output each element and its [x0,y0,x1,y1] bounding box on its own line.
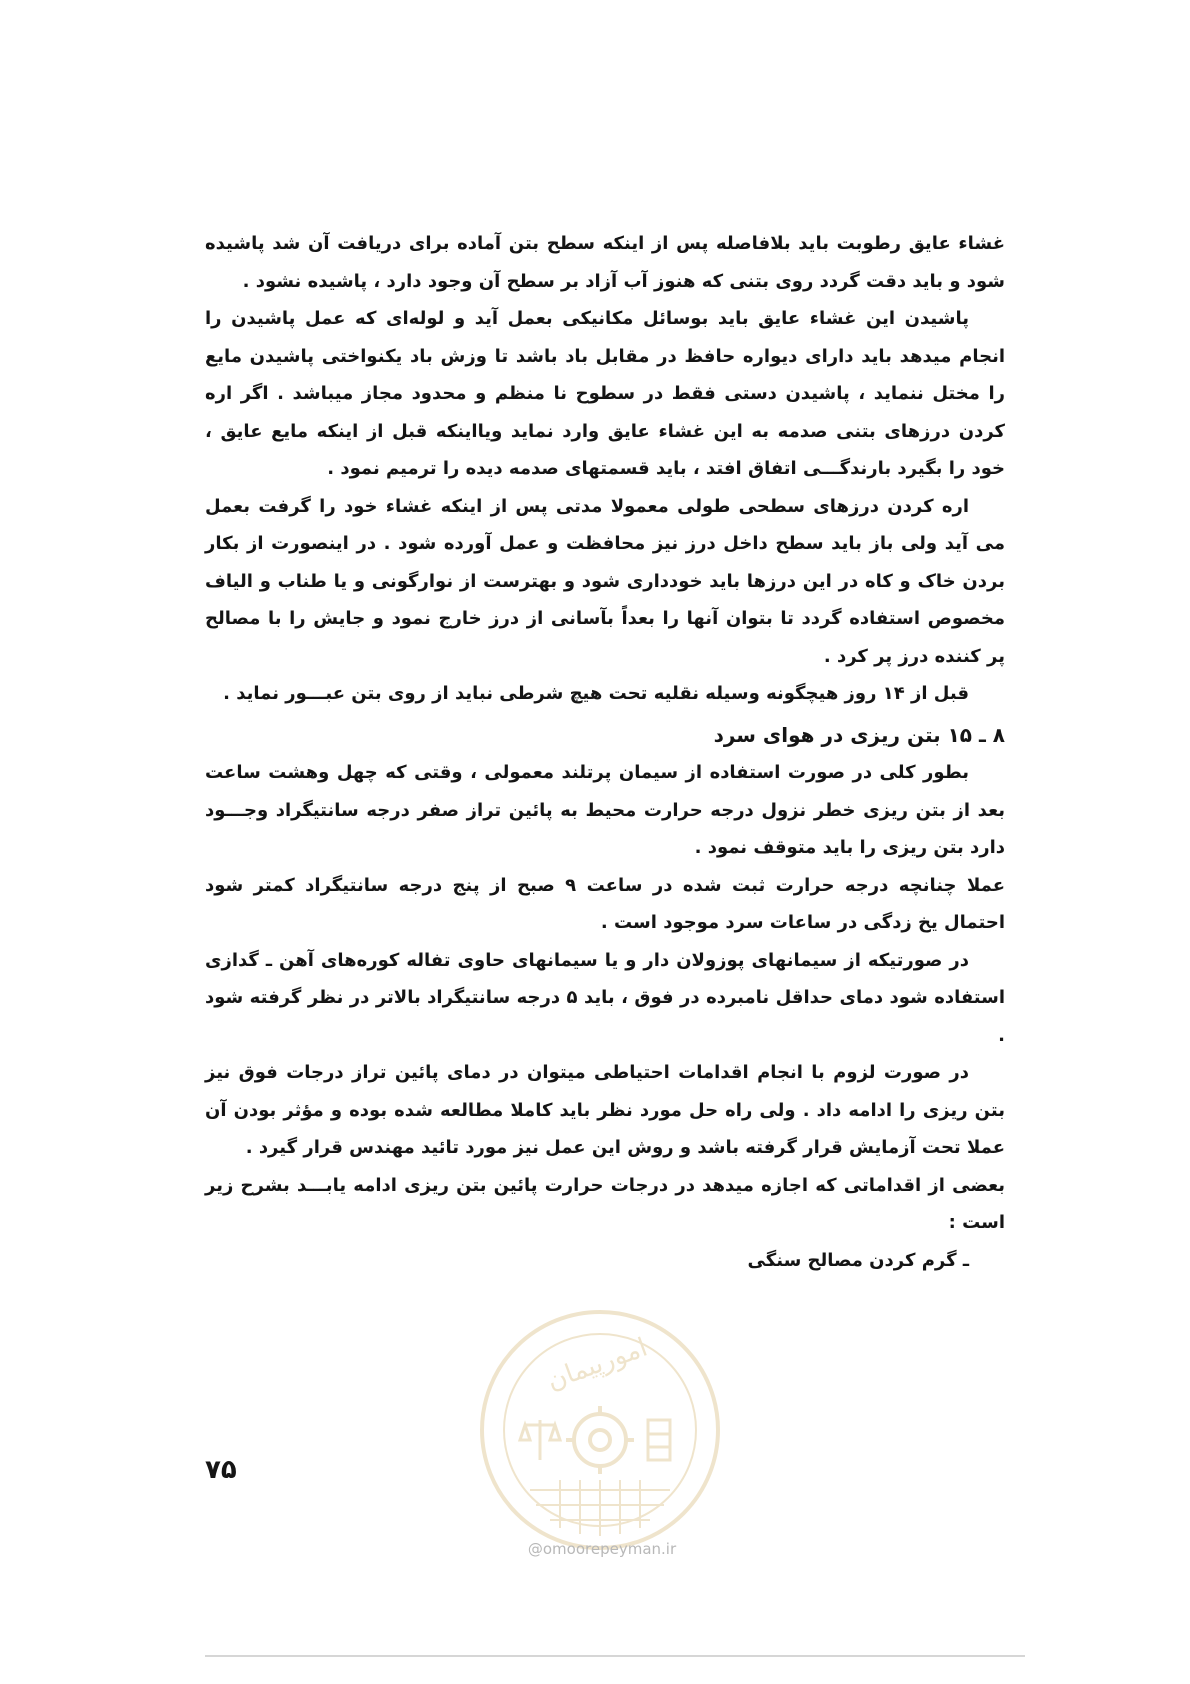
paragraph-cold-general: بطور کلی در صورت استفاده از سیمان پرتلند معمولی ، وقتی که چهل وهشت ساعت بعد از بتن ریزی خطر نزول درجه حرارت محیط به پائین تراز صفر درجه سانتیگراد وجـــود دارد بتن ریزی را باید متوقف نمود . [205,762,1005,858]
page-body [205,225,1005,1279]
grid-pattern [530,1480,670,1536]
paragraph-cold-measures-intro: بعضی از اقداماتی که اجازه میدهد در درجات حرارت پائین بتن ریزی ادامه یابـــد بشرح زیر است : [205,1174,1005,1233]
scan-artifact [205,1655,1025,1657]
watermark-url: @omoorepeyman.ir [527,1540,677,1558]
paragraph-cold-morning-temp: عملا چنانچه درجه حرارت ثبت شده در ساعت ۹ صبح از پنج درجه سانتیگراد کمتر شود احتمال یخ زدگی در ساعات سرد موجود است . [205,874,1005,933]
paragraph-membrane-timing: غشاء عایق رطوبت باید بلافاصله پس از اینکه سطح بتن آماده برای دریافت آن شد پاشیده شود و باید دقت گردد روی بتنی که هنوز آب آزاد بر سطح آن وجود دارد ، پاشیده نشود . [205,233,1005,292]
building-icon [648,1420,670,1460]
gear-icon [566,1406,634,1474]
page-number: ۷۵ [205,1455,237,1485]
list-item: ـ گرم کردن مصالح سنگی [747,1249,969,1271]
paragraph-membrane-spraying: پاشیدن این غشاء عایق باید بوسائل مکانیکی بعمل آید و لوله‌ای که عمل پاشیدن را انجام میدهد باید دارای دیواره حافظ در مقابل باد باشد تا وزش باد یکنواختی پاشیدن مایع را مختل ننماید ، پاشیدن دستی فقط در سطوح نا منظم و محدود مجاز میباشد . اگر اره کردن درزهای بتنی صدمه به این غشاء عایق وارد نماید ویااینکه قبل از اینکه مایع عایق ، خود را بگیرد بارندگـــی اتفاق افتد ، باید قسمتهای صدمه دیده را ترمیم نمود . [205,308,1005,479]
paragraph-traffic-restriction: قبل از ۱۴ روز هیچگونه وسیله نقلیه تحت هیچ شرطی نباید از روی بتن عبـــور نماید . [223,683,969,704]
paragraph-cold-pozzolan: در صورتیکه از سیمانهای پوزولان دار و یا سیمانهای حاوی تفاله کوره‌های آهن ـ گدازی استفاده شود دمای حداقل نامبرده در فوق ، باید ۵ درجه سانتیگراد بالاتر در نظر گرفته شود . [205,949,1006,1046]
watermark-logo [470,1300,730,1560]
scales-icon [520,1420,560,1460]
watermark-logo-text: امورپیمان [543,1332,652,1397]
paragraph-joint-sawing: اره کردن درزهای سطحی طولی معمولا مدتی پس از اینکه غشاء خود را گرفت بعمل می آید ولی باز باید سطح داخل درز نیز محافظت و عمل آورده شود . در اینصورت از بکار بردن خاک و کاه در این درزها باید خودداری شود و بهترست از نوارگونی و یا طناب و الیاف مخصوص استفاده گردد تا بتوان آنها را بعداً بآسانی از درز خارج نمود و جایش را با مصالح پر کننده درز پر کرد . [205,495,1005,667]
section-heading: ۸ ـ ۱۵ بتن ریزی در هوای سرد [713,722,1005,747]
paragraph-cold-precautions: در صورت لزوم با انجام اقدامات احتیاطی میتوان در دمای پائین تراز درجات فوق نیز بتن ریزی را ادامه داد . ولی راه حل مورد نظر باید کاملا مطالعه شده بوده و مؤثر بودن آن عملا تحت آزمایش قرار گرفته باشد و روش این عمل نیز مورد تائید مهندس قرار گیرد . [205,1062,1005,1158]
